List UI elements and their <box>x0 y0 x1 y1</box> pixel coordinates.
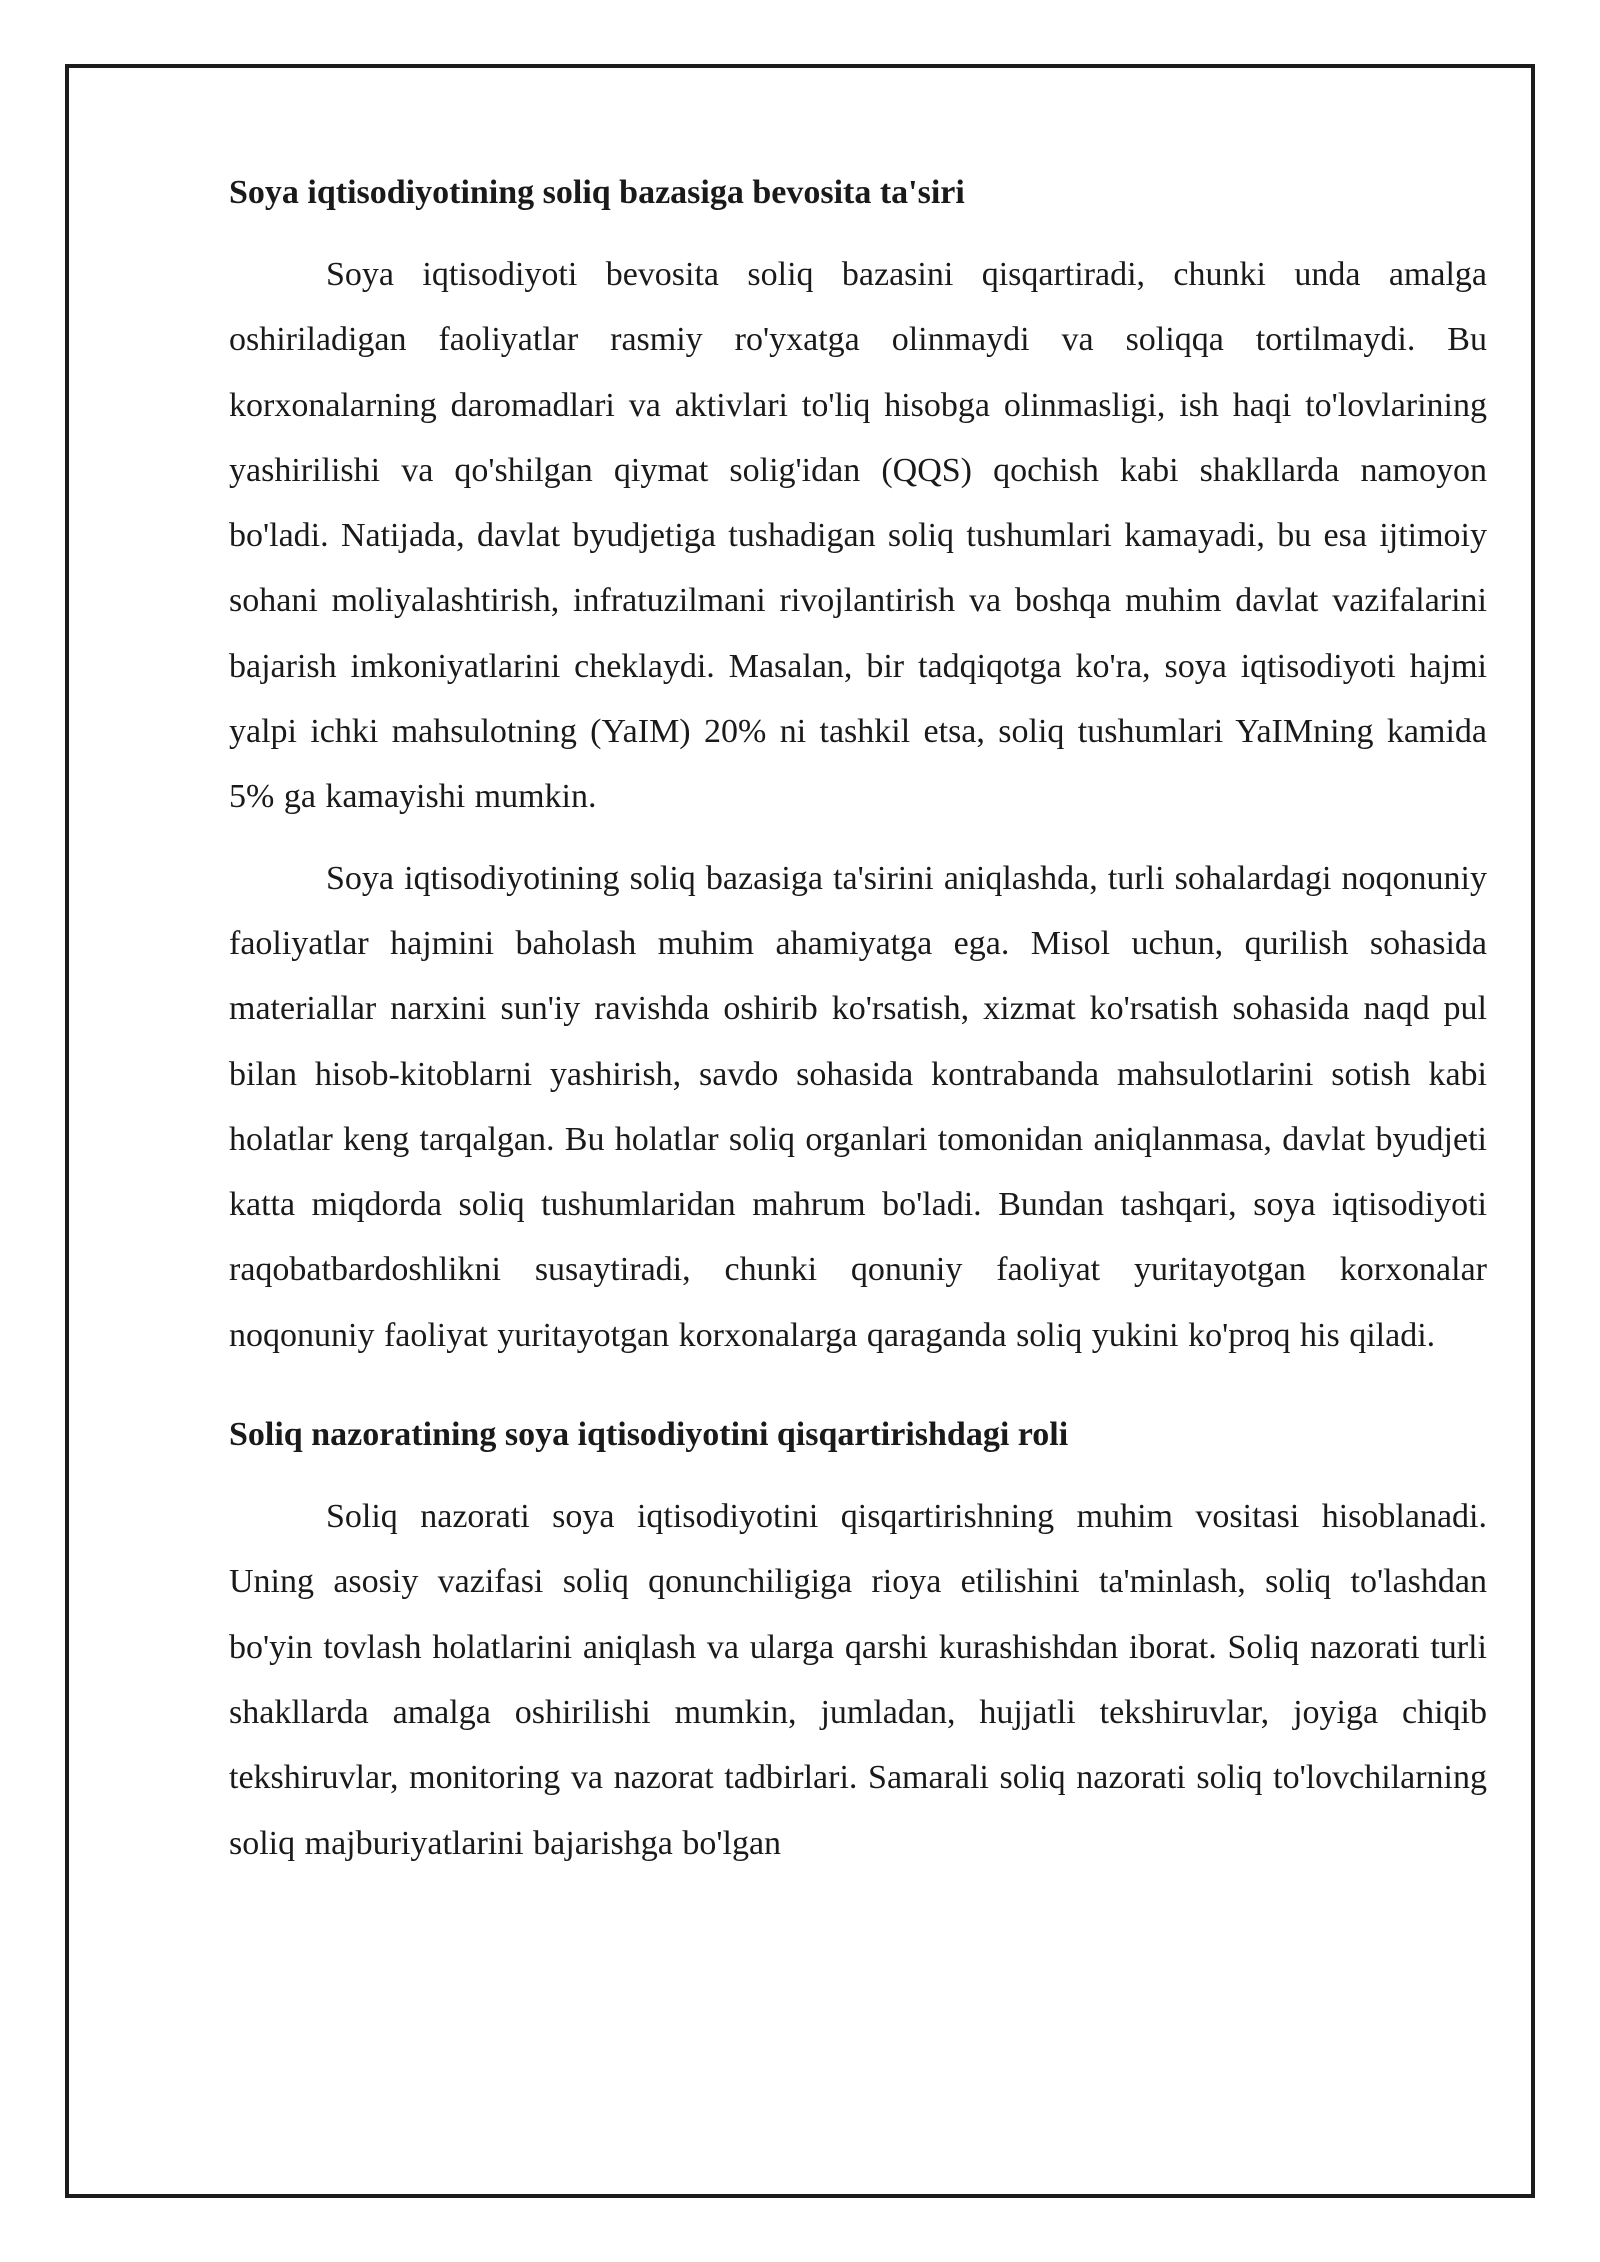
section-heading-1: Soya iqtisodiyotining soliq bazasiga bevosita ta'siri <box>229 174 965 211</box>
section-heading-2: Soliq nazoratining soya iqtisodiyotini qisqartirishdagi roli <box>229 1416 1069 1454</box>
document-body <box>229 170 1487 1892</box>
paragraph-3: Soliq nazorati soya iqtisodiyotini qisqartirishning muhim vositasi hisoblanadi. Uning asosiy vazifasi soliq qonunchiligiga rioya etilishini ta'minlash, soliq to'lashdan bo'yin tovlash holatlarini aniqlash va ularga qarshi kurashishdan iborat. Soliq nazorati turli shakllarda amalga oshirilishi mumkin, jumladan, hujjatli tekshiruvlar, joyiga chiqib tekshiruvlar, monitoring va nazorat tadbirlari. Samarali soliq nazorati soliq to'lovchilarning soliq majburiyatlarini bajarishga bo'lgan <box>229 1498 1487 1862</box>
paragraph-2: Soya iqtisodiyotining soliq bazasiga ta'sirini aniqlashda, turli sohalardagi noqonuniy faoliyatlar hajmini baholash muhim ahamiyatga ega. Misol uchun, qurilish sohasida materiallar narxini sun'iy ravishda oshirib ko'rsatish, xizmat ko'rsatish sohasida naqd pul bilan hisob-kitoblarni yashirish, savdo sohasida kontrabanda mahsulotlarini sotish kabi holatlar keng tarqalgan. Bu holatlar soliq organlari tomonidan aniqlanmasa, davlat byudjeti katta miqdorda soliq tushumlaridan mahrum bo'ladi. Bundan tashqari, soya iqtisodiyoti raqobatbardoshlikni susaytiradi, chunki qonuniy faoliyat yuritayotgan korxonalar noqonuniy faoliyat yuritayotgan korxonalarga qaraganda soliq yukini ko'proq his qiladi. <box>229 859 1487 1354</box>
paragraph-1: Soya iqtisodiyoti bevosita soliq bazasini qisqartiradi, chunki unda amalga oshiriladigan faoliyatlar rasmiy ro'yxatga olinmaydi va soliqqa tortilmaydi. Bu korxonalarning daromadlari va aktivlari to'liq hisobga olinmasligi, ish haqi to'lovlarining yashirilishi va qo'shilgan qiymat solig'idan (QQS) qochish kabi shakllarda namoyon bo'ladi. Natijada, davlat byudjetiga tushadigan soliq tushumlari kamayadi, bu esa ijtimoiy sohani moliyalashtirish, infratuzilmani rivojlantirish va boshqa muhim davlat vazifalarini bajarish imkoniyatlarini cheklaydi. Masalan, bir tadqiqotga ko'ra, soya iqtisodiyoti hajmi yalpi ichki mahsulotning (YaIM) 20% ni tashkil etsa, soliq tushumlari YaIMning kamida 5% ga kamayishi mumkin. <box>229 256 1487 816</box>
